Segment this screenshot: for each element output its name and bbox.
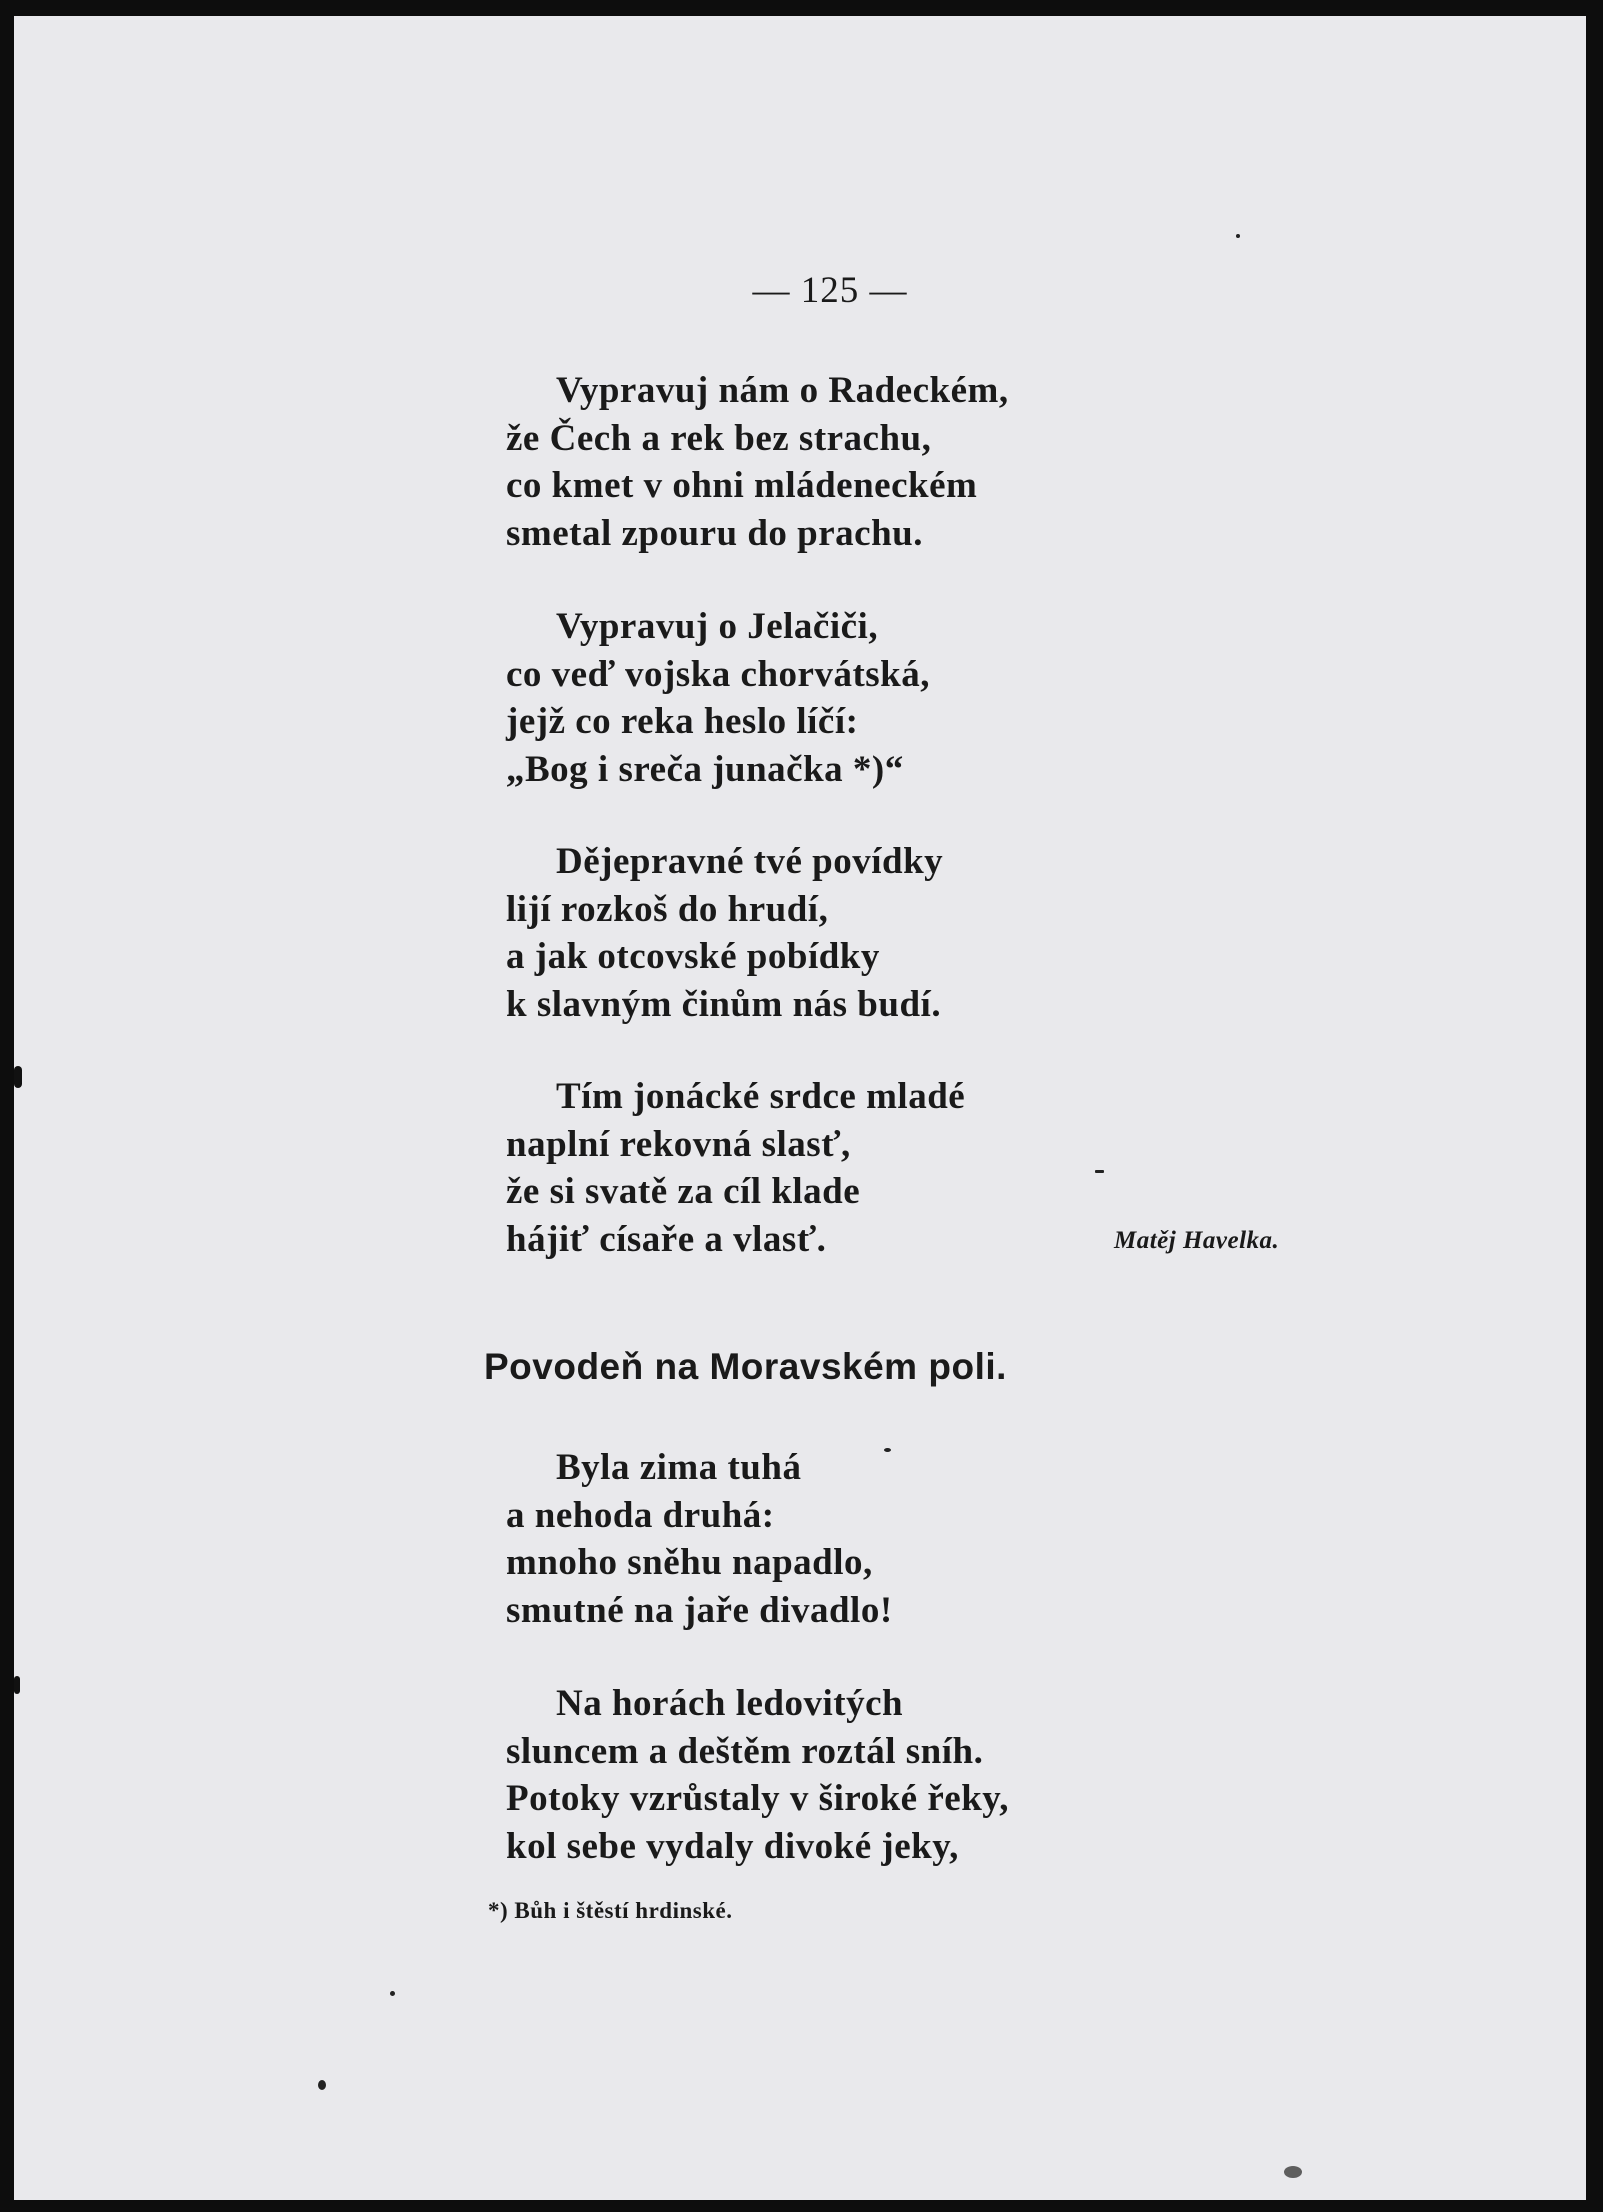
verse-line: „Bog i sreča junačka *)“ <box>506 748 904 790</box>
stanza-4 <box>506 1073 965 1263</box>
scan-edge-mark <box>14 1676 20 1694</box>
verse-line: lijí rozkoš do hrudí, <box>506 888 829 930</box>
stanza-2 <box>506 603 930 793</box>
verse-line: smutné na jaře divadlo! <box>506 1589 893 1631</box>
verse-line: co veď vojska chorvátská, <box>506 653 930 695</box>
verse-line: Tím jonácké srdce mladé <box>556 1076 966 1117</box>
scan-speck <box>1284 2166 1302 2178</box>
verse-line: že Čech a rek bez strachu, <box>506 417 932 459</box>
verse-line: že si svatě za cíl klade <box>506 1171 861 1212</box>
page-number: — 125 — <box>752 270 908 311</box>
poem-title: Povodeň na Moravském poli. <box>484 1346 1007 1387</box>
scan-speck <box>884 1448 891 1452</box>
verse-line: smetal zpouru do prachu. <box>506 512 923 554</box>
stanza-1 <box>506 367 1009 557</box>
verse-line: k slavným činům nás budí. <box>506 983 942 1025</box>
scan-speck <box>390 1991 395 1996</box>
verse-line: Potoky vzrůstaly v široké řeky, <box>506 1778 1009 1819</box>
verse-line: jejž co reka heslo líčí: <box>506 701 859 742</box>
verse-line: Dějepravné tvé povídky <box>556 841 944 882</box>
verse-line: Vypravuj o Jelačiči, <box>556 606 879 647</box>
poem2-stanza-2 <box>506 1680 1009 1870</box>
verse-line: Vypravuj nám o Radeckém, <box>556 370 1009 411</box>
verse-line: a nehoda druhá: <box>506 1494 775 1536</box>
verse-line: kol sebe vydaly divoké jeky, <box>506 1825 959 1867</box>
verse-line: Byla zima tuhá <box>556 1447 802 1488</box>
scan-speck <box>318 2080 326 2090</box>
verse-line: a jak otcovské pobídky <box>506 936 880 977</box>
stanza-3 <box>506 838 943 1028</box>
verse-line: hájiť císaře a vlasť. <box>506 1218 827 1260</box>
poem2-stanza-1 <box>506 1444 893 1634</box>
author-signature: Matěj Havelka. <box>1114 1227 1280 1254</box>
verse-line: co kmet v ohni mládeneckém <box>506 465 978 506</box>
scan-edge-mark <box>14 1066 22 1088</box>
verse-line: mnoho sněhu napadlo, <box>506 1542 873 1583</box>
scan-speck <box>1236 234 1240 238</box>
verse-line: naplní rekovná slasť, <box>506 1123 851 1165</box>
verse-line: sluncem a deštěm roztál sníh. <box>506 1730 984 1772</box>
footnote: *) Bůh i štěstí hrdinské. <box>488 1898 733 1923</box>
scan-speck <box>1095 1170 1104 1173</box>
verse-line: Na horách ledovitých <box>556 1683 904 1724</box>
book-page <box>14 16 1586 2200</box>
